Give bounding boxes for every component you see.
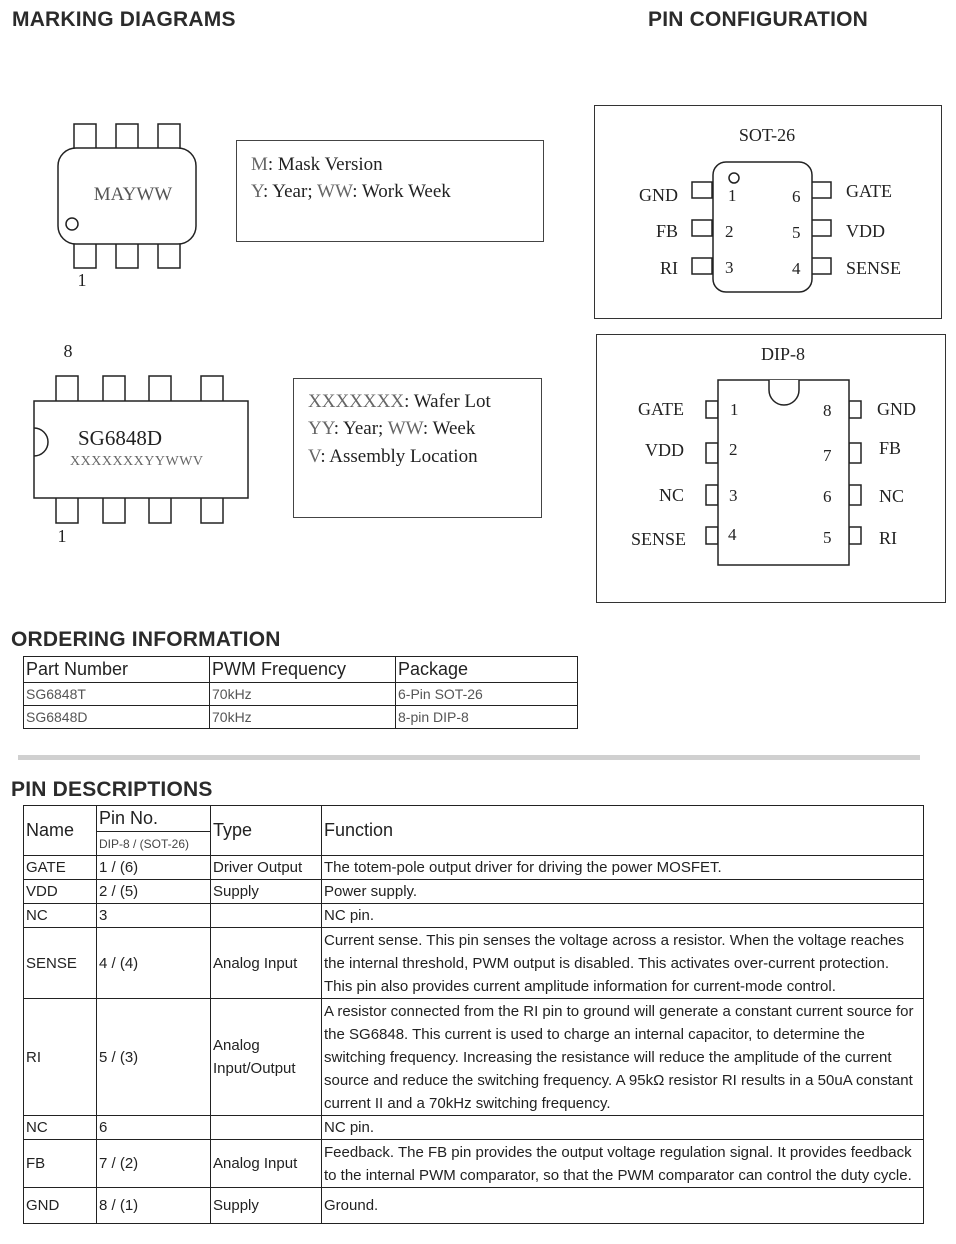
- dip8-pin1-label: 1: [57, 526, 67, 546]
- pin-type: Analog Input: [211, 1140, 322, 1188]
- legend-key: WW: [387, 418, 423, 439]
- dip8-pin-num: 7: [823, 446, 832, 465]
- sot26-pin-name-gnd: GND: [639, 185, 678, 205]
- pin-function: Current sense. This pin senses the voltage across a resistor. When the voltage reaches the internal threshold, PWM output is disabled. This activates over-current protection. This pin also provides current amplitude information for current-mode control.: [322, 928, 924, 999]
- sot26-marking-diagram: [50, 118, 210, 290]
- pin-function: NC pin.: [322, 1116, 924, 1140]
- dip8-title: DIP-8: [761, 344, 805, 364]
- sot26-pin-num: 3: [725, 258, 734, 277]
- legend-text: : Work Week: [352, 181, 451, 202]
- pin-row: [24, 999, 924, 1116]
- sot26-title: SOT-26: [738, 125, 796, 145]
- sot26-pin-num: 1: [728, 186, 737, 205]
- legend-line-assembly: [308, 446, 478, 468]
- pin-type: Supply: [211, 1188, 322, 1224]
- dip8-chip-text: SG6848D: [78, 426, 163, 450]
- sot26-pin-name-ri: RI: [660, 258, 678, 278]
- sot26-pin-num: 5: [792, 223, 801, 242]
- pin-header-type: Type: [211, 806, 322, 856]
- sot26-chip-text: MAYWW: [93, 184, 173, 205]
- dip8-pin-config-box: [596, 334, 946, 603]
- legend-text: : Year;: [262, 181, 318, 202]
- pin-type: Driver Output: [211, 856, 322, 880]
- pin-function: The totem-pole output driver for driving the power MOSFET.: [322, 856, 924, 880]
- legend-text: : Week: [422, 418, 476, 439]
- legend-text: : Mask Version: [267, 154, 383, 175]
- pin-row: [24, 1116, 924, 1140]
- pin-number: 4 / (4): [97, 928, 211, 999]
- pin-function: A resistor connected from the RI pin to ground will generate a constant current source for the SG6848. This current is used to charge an internal capacitor, to determine the switching frequency. Increasing the resistance will reduce the amplitude of the current source and reduce the switching frequency. A 95kΩ resistor RI results in a 50uA constant current II and a 70kHz switching frequency.: [322, 999, 924, 1116]
- pin-header-pinno: Pin No.: [97, 806, 211, 832]
- pin-row: [24, 1140, 924, 1188]
- ordering-table: [23, 656, 578, 729]
- dip8-pin-name-vdd: VDD: [645, 440, 684, 460]
- pin-number: 6: [97, 1116, 211, 1140]
- dip8-pin-name-sense: SENSE: [630, 529, 686, 549]
- dip8-pin-num: 5: [823, 528, 832, 547]
- ordering-cell: 70kHz: [210, 706, 396, 729]
- pin-type: [211, 1116, 322, 1140]
- marking-diagrams-heading: MARKING DIAGRAMS: [12, 8, 236, 31]
- dip8-marking-diagram: [28, 338, 258, 550]
- pin-type: Analog Input: [211, 928, 322, 999]
- sot26-pin1-label: 1: [77, 270, 87, 290]
- legend-key: V: [308, 446, 321, 467]
- ordering-row: [24, 683, 578, 706]
- legend-key: YY: [308, 418, 334, 439]
- pin-name: SENSE: [24, 928, 97, 999]
- sot26-pin-name-vdd: VDD: [846, 221, 885, 241]
- legend-text: : Year;: [333, 418, 388, 439]
- pin-name: FB: [24, 1140, 97, 1188]
- pin-number: 1 / (6): [97, 856, 211, 880]
- pin-header-function: Function: [322, 806, 924, 856]
- pin-name: GND: [24, 1188, 97, 1224]
- pin-name: NC: [24, 904, 97, 928]
- pin-header-name: Name: [24, 806, 97, 856]
- legend-text: : Wafer Lot: [404, 391, 491, 412]
- dip8-pin-num: 6: [823, 487, 832, 506]
- dip8-marking-legend: [293, 378, 542, 518]
- sot26-pin-num: 6: [792, 187, 801, 206]
- dip8-pinout: [597, 335, 945, 602]
- pin-row: [24, 1188, 924, 1224]
- ordering-header-row: [24, 657, 578, 683]
- legend-line-mask: [251, 154, 383, 176]
- pin-number: 8 / (1): [97, 1188, 211, 1224]
- dip8-pin-num: 1: [730, 400, 739, 419]
- sot26-pin-name-sense: SENSE: [846, 258, 902, 278]
- dip8-pin-name-gnd: GND: [877, 399, 916, 419]
- dip8-pin-name-ri: RI: [879, 528, 897, 548]
- ordering-header-cell: PWM Frequency: [210, 657, 396, 683]
- pin-type: Analog Input/Output: [211, 999, 322, 1116]
- ordering-information-heading: ORDERING INFORMATION: [11, 628, 281, 651]
- pin-name: RI: [24, 999, 97, 1116]
- pin-row: [24, 904, 924, 928]
- dip8-pin8-label: 8: [63, 341, 73, 361]
- sot26-pinout: [595, 106, 941, 318]
- pin-type: Supply: [211, 880, 322, 904]
- dip8-pin-num: 4: [728, 525, 737, 544]
- section-divider: [18, 755, 920, 760]
- legend-key: XXXXXXX: [308, 391, 405, 412]
- legend-line-year: [308, 418, 475, 440]
- pin-name: VDD: [24, 880, 97, 904]
- ordering-cell: SG6848D: [24, 706, 210, 729]
- sot26-marking-legend: [236, 140, 544, 242]
- pin-number: 3: [97, 904, 211, 928]
- pin-function: Ground.: [322, 1188, 924, 1224]
- pin-header-pinno-sub: DIP-8 / (SOT-26): [97, 832, 211, 856]
- pin-descriptions-heading: PIN DESCRIPTIONS: [11, 778, 213, 801]
- dip8-pin-name-gate: GATE: [638, 399, 684, 419]
- ordering-header-cell: Package: [396, 657, 578, 683]
- dip8-pin-num: 3: [729, 486, 738, 505]
- sot26-pin-name-gate: GATE: [846, 181, 892, 201]
- pin-type: [211, 904, 322, 928]
- dip8-chip-subtext: XXXXXXXYYWWV: [70, 454, 204, 469]
- ordering-cell: 8-pin DIP-8: [396, 706, 578, 729]
- ordering-row: [24, 706, 578, 729]
- pin-header-row: [24, 806, 924, 832]
- pin-number: 2 / (5): [97, 880, 211, 904]
- pin-row: [24, 928, 924, 999]
- dip8-pin-name-nc: NC: [879, 486, 905, 506]
- pin-row: [24, 856, 924, 880]
- pin-row: [24, 880, 924, 904]
- pin-function: NC pin.: [322, 904, 924, 928]
- legend-text: : Assembly Location: [320, 446, 478, 467]
- pin-configuration-heading: PIN CONFIGURATION: [648, 8, 869, 31]
- ordering-header-cell: Part Number: [24, 657, 210, 683]
- sot26-pin-num: 4: [792, 259, 801, 278]
- sot26-pin-config-box: [594, 105, 942, 319]
- legend-key: WW: [317, 181, 353, 202]
- legend-line-wafer: [308, 391, 491, 413]
- sot26-pin-name-fb: FB: [655, 221, 678, 241]
- dip8-pin-name-nc: NC: [658, 485, 684, 505]
- legend-key: M: [251, 154, 268, 175]
- pin-name: GATE: [24, 856, 97, 880]
- sot26-pin-num: 2: [725, 222, 734, 241]
- ordering-cell: 70kHz: [210, 683, 396, 706]
- pin-number: 5 / (3): [97, 999, 211, 1116]
- dip8-pin-num: 2: [729, 440, 738, 459]
- dip8-pin-name-fb: FB: [879, 438, 902, 458]
- legend-key: Y: [251, 181, 263, 202]
- pin-number: 7 / (2): [97, 1140, 211, 1188]
- pin-descriptions-table: [23, 805, 924, 1224]
- pin-name: NC: [24, 1116, 97, 1140]
- pin-function: Feedback. The FB pin provides the output voltage regulation signal. It provides feedback to the internal PWM comparator, so that the PWM comparator can control the duty cycle.: [322, 1140, 924, 1188]
- legend-line-year: [251, 181, 451, 203]
- ordering-cell: 6-Pin SOT-26: [396, 683, 578, 706]
- dip8-pin-num: 8: [823, 401, 832, 420]
- ordering-cell: SG6848T: [24, 683, 210, 706]
- pin-function: Power supply.: [322, 880, 924, 904]
